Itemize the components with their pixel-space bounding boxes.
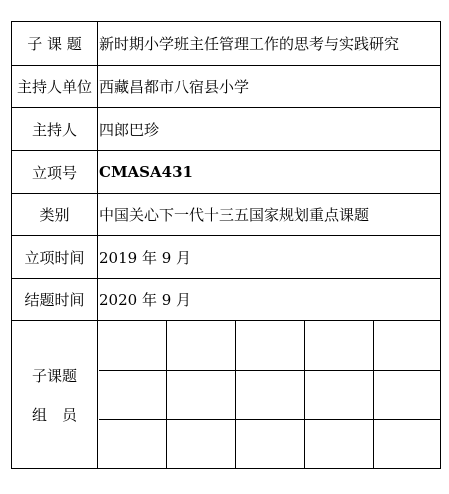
row-value-start-date: 2019 年 9 月 (99, 248, 192, 267)
member-cell (236, 321, 305, 371)
row-label-subtopic: 子 课 题 (12, 22, 98, 65)
row-label-end-date: 结题时间 (12, 279, 98, 320)
member-cell (236, 420, 305, 468)
members-grid (99, 321, 440, 468)
row-value-host: 四郎巴珍 (99, 120, 160, 139)
members-label (12, 321, 98, 468)
table-row (12, 22, 440, 66)
row-value-host-unit: 西藏昌都市八宿县小学 (99, 78, 250, 96)
members-label-line2: 组 员 (31, 405, 77, 424)
table-row (12, 279, 440, 321)
row-value-end-date: 2020 年 9 月 (99, 291, 192, 309)
row-label-host: 主持人 (12, 108, 98, 150)
row-label-host-unit: 主持人单位 (12, 66, 98, 107)
member-cell (374, 321, 440, 371)
member-cell (99, 371, 167, 420)
row-value-subtopic: 新时期小学班主任管理工作的思考与实践研究 (99, 35, 400, 53)
row-value-project-no: CMASA431 (99, 163, 193, 181)
member-cell (236, 371, 305, 420)
row-label-start-date: 立项时间 (12, 236, 98, 278)
row-value-category: 中国关心下一代十三五国家规划重点课题 (99, 206, 370, 224)
table-row (12, 194, 440, 236)
member-cell (305, 371, 374, 420)
member-cell (305, 321, 374, 371)
member-cell (305, 420, 374, 468)
members-section (12, 321, 440, 468)
member-cell (99, 321, 167, 371)
member-cell (374, 371, 440, 420)
table-row (12, 108, 440, 151)
row-label-category: 类别 (12, 194, 98, 235)
table-row (12, 236, 440, 279)
member-cell (99, 420, 167, 468)
row-label-project-no: 立项号 (12, 151, 98, 193)
table-row (12, 151, 440, 194)
member-cell (167, 321, 236, 371)
member-cell (374, 420, 440, 468)
members-label-line1: 子课题 (31, 366, 77, 385)
table-row (12, 66, 440, 108)
member-cell (167, 420, 236, 468)
member-cell (167, 371, 236, 420)
project-info-table (11, 21, 441, 469)
